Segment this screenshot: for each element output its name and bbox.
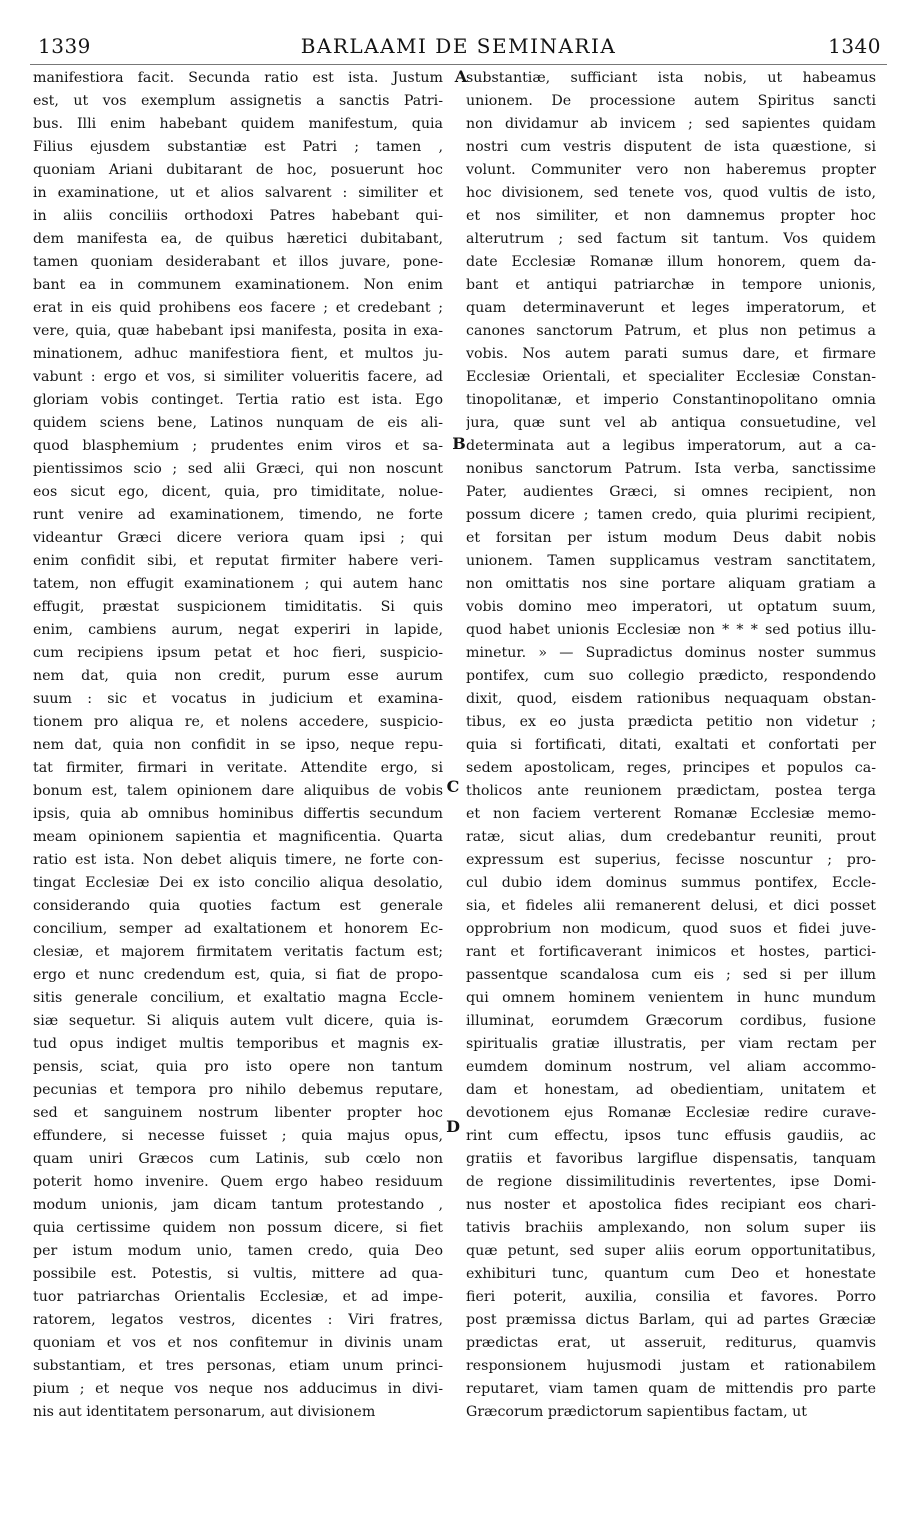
text-line: alterutrum ; sed factum sit tantum. Vos quidem — [466, 231, 876, 247]
text-line: non omittatis nos sine portare aliquam gratiam a — [466, 576, 876, 592]
text-line: pontifex, cum suo collegio prædicto, respondendo — [466, 668, 876, 684]
text-line: reputaret, viam tamen quam de mittendis pro parte — [466, 1381, 876, 1397]
text-line: gratiis et favoribus largiflue dispensatis, tanquam — [466, 1151, 876, 1167]
text-line: dam et honestam, ad obedientiam, unitatem et — [466, 1082, 876, 1098]
text-line: ergo et nunc credendum est, quia, si fiat de propo- — [33, 967, 443, 983]
text-line: hoc divisionem, sed tenete vos, quod vultis de isto, — [466, 185, 876, 201]
section-marker-b: B — [452, 434, 466, 453]
text-line: bant et antiqui patriarchæ in tempore unionis, — [466, 277, 876, 293]
text-line: est, ut vos exemplum assignetis a sanctis Patri- — [33, 93, 443, 109]
text-line: et non faciem verterent Romanæ Ecclesiæ memo- — [466, 806, 876, 822]
text-line: illuminat, eorumdem Græcorum cordibus, fusione — [466, 1013, 876, 1029]
text-line: eumdem dominum nostrum, vel aliam accommo- — [466, 1059, 876, 1075]
text-line: quoniam Ariani dubitarant de hoc, posuerunt hoc — [33, 162, 443, 178]
text-line: effugit, præstat suspicionem timiditatis. Si quis — [33, 599, 443, 615]
text-line: tingat Ecclesiæ Dei ex isto concilio aliqua desolatio, — [33, 875, 443, 891]
text-line: ratio est ista. Non debet aliquis timere, ne forte con- — [33, 852, 443, 868]
text-line: sed et sanguinem nostrum libenter propter hoc — [33, 1105, 443, 1121]
text-line: tuor patriarchas Orientalis Ecclesiæ, et ad impe- — [33, 1289, 443, 1305]
text-line: per istum modum unio, tamen credo, quia Deo — [33, 1243, 443, 1259]
text-line: exhibituri tunc, quantum cum Deo et honestate — [466, 1266, 876, 1282]
text-line: nis aut identitatem personarum, aut divisionem — [33, 1404, 376, 1420]
text-line: volunt. Communiter vero non haberemus propter — [466, 162, 876, 178]
text-line: tinopolitanæ, et imperio Constantinopolitano omnia — [466, 392, 876, 408]
text-line: pientissimos scio ; sed alii Græci, qui non noscunt — [33, 461, 443, 477]
text-line: bus. Illi enim habebant quidem manifestum, quia — [33, 116, 443, 132]
text-line: modum unionis, jam dicam tantum protestando , — [33, 1197, 443, 1213]
text-line: tholicos ante reunionem prædictam, postea terga — [466, 783, 876, 799]
text-line: substantiam, et tres personas, etiam unum princi- — [33, 1358, 443, 1374]
text-line: ratæ, sicut alias, dum credebantur reuniti, prout — [466, 829, 876, 845]
text-line: possum dicere ; tamen credo, quia plurimi recipient, — [466, 507, 876, 523]
text-line: minationem, adhuc manifestiora fient, et multos ju- — [33, 346, 443, 362]
text-line: de regione dissimilitudinis revertentes, ipse Domi- — [466, 1174, 876, 1190]
text-line: prædictas erat, ut asseruit, rediturus, quamvis — [466, 1335, 876, 1351]
text-line: rint cum effectu, ipsos tunc effusis gaudiis, ac — [466, 1128, 876, 1144]
text-line: videantur Græci dicere veriora quam ipsi ; qui — [33, 530, 443, 546]
text-line: rant et fortificaverant inimicos et hostes, partici- — [466, 944, 876, 960]
section-marker-c: C — [446, 777, 460, 796]
text-line: vobis domino meo imperatori, ut optatum suum, — [466, 599, 876, 615]
text-line: possibile est. Potestis, si vultis, mittere ad qua- — [33, 1266, 443, 1282]
text-line: date Ecclesiæ Romanæ illum honorem, quem da- — [466, 254, 876, 270]
text-line: devotionem ejus Romanæ Ecclesiæ redire curave- — [466, 1105, 876, 1121]
text-line: Ecclesiæ Orientali, et specialiter Ecclesiæ Constan- — [466, 369, 876, 385]
text-line: vere, quia, quæ habebant ipsi manifesta, posita in exa- — [33, 323, 443, 339]
text-line: bant ea in communem examinationem. Non enim — [33, 277, 443, 293]
text-line: nem dat, quia non credit, purum esse aurum — [33, 668, 443, 684]
text-line: quam determinaverunt et leges imperatorum, et — [466, 300, 876, 316]
text-line: tibus, ex eo justa prædicta petitio non videtur ; — [466, 714, 876, 730]
text-line: minetur. » — Supradictus dominus noster summus — [466, 645, 876, 661]
text-line: tionem pro aliqua re, et nolens accedere, suspicio- — [33, 714, 443, 730]
text-line: quia si fortificati, ditati, exaltati et confortati per — [466, 737, 876, 753]
text-line: pensis, sciat, quia pro isto opere non tantum — [33, 1059, 443, 1075]
text-line: quidem sciens bene, Latinos nunquam de eis ali- — [33, 415, 443, 431]
text-line: Græcorum prædictorum sapientibus factam, ut — [466, 1404, 807, 1420]
text-line: clesiæ, et majorem firmitatem veritatis factum est; — [33, 944, 443, 960]
text-line: non dividamur ab invicem ; sed sapientes quidam — [466, 116, 876, 132]
text-line: concilium, semper ad exaltationem et honorem Ec- — [33, 921, 443, 937]
text-line: unionem. Tamen supplicamus vestram sanctitatem, — [466, 553, 876, 569]
text-line: qui omnem hominem venientem in hunc mundum — [466, 990, 876, 1006]
text-line: tativis brachiis amplexando, non solum super iis — [466, 1220, 876, 1236]
left-page-number: 1339 — [38, 34, 91, 58]
right-column — [466, 67, 876, 1424]
text-line: cul dubio idem dominus summus pontifex, Eccle- — [466, 875, 876, 891]
text-line: pecunias et tempora pro nihilo debemus reputare, — [33, 1082, 443, 1098]
text-line: fieri poterit, auxilia, consilia et favores. Porro — [466, 1289, 876, 1305]
text-line: siæ sequetur. Si aliquis autem vult dicere, quia is- — [33, 1013, 443, 1029]
text-line: suum : sic et vocatus in judicium et examina- — [33, 691, 443, 707]
text-line: erat in eis quid prohibens eos facere ; et credebant ; — [33, 300, 443, 316]
text-line: responsionem hujusmodi justam et rationabilem — [466, 1358, 876, 1374]
text-line: et nos similiter, et non damnemus propter hoc — [466, 208, 876, 224]
text-line: nostri cum vestris disputent de ista quæstione, si — [466, 139, 876, 155]
text-line: effundere, si necesse fuisset ; quia majus opus, — [33, 1128, 443, 1144]
text-line: pium ; et neque vos neque nos adducimus in divi- — [33, 1381, 443, 1397]
text-line: determinata aut a legibus imperatorum, aut a ca- — [466, 438, 876, 454]
text-line: passentque scandalosa cum eis ; sed si per illum — [466, 967, 876, 983]
text-line: nus noster et apostolica fides recipiant eos chari- — [466, 1197, 876, 1213]
text-line: expressum est superius, fecisse noscuntur ; pro- — [466, 852, 876, 868]
text-line: quam uniri Græcos cum Latinis, sub cœlo non — [33, 1151, 443, 1167]
text-line: poterit homo invenire. Quem ergo habeo residuum — [33, 1174, 443, 1190]
text-line: jura, quæ sunt vel ab antiqua consuetudine, vel — [466, 415, 876, 431]
text-line: sia, et fideles alii remanerent delusi, et dici posset — [466, 898, 876, 914]
text-line: unionem. De processione autem Spiritus sancti — [466, 93, 876, 109]
text-line: quod habet unionis Ecclesiæ non * * * sed potius illu- — [466, 622, 876, 638]
text-line: meam opinionem sapientia et magnificentia. Quarta — [33, 829, 443, 845]
text-line: runt venire ad examinationem, timendo, ne forte — [33, 507, 443, 523]
text-line: et forsitan per istum modum Deus dabit nobis — [466, 530, 876, 546]
section-marker-a: A — [454, 67, 468, 86]
text-line: tatem, non effugit examinationem ; qui autem hanc — [33, 576, 443, 592]
running-header — [30, 30, 887, 65]
text-line: enim confidit sibi, et reputat firmiter habere veri- — [33, 553, 443, 569]
text-line: vobis. Nos autem parati sumus dare, et firmare — [466, 346, 876, 362]
text-line: canones sanctorum Patrum, et plus non petimus a — [466, 323, 876, 339]
text-line: dixit, quod, eisdem rationibus nequaquam obstan- — [466, 691, 876, 707]
text-line: considerando quia quoties factum est generale — [33, 898, 443, 914]
text-line: in examinatione, ut et alios salvarent : similiter et — [33, 185, 443, 201]
text-line: quæ petunt, sed super aliis eorum opportunitatibus, — [466, 1243, 876, 1259]
text-line: opprobrium non modicum, quod suos et fidei juve- — [466, 921, 876, 937]
text-line: vabunt : ergo et vos, si similiter volueritis facere, ad — [33, 369, 443, 385]
text-line: nem dat, quia non confidit in se ipso, neque repu- — [33, 737, 443, 753]
text-line: tat firmiter, firmari in veritate. Attendite ergo, si — [33, 760, 443, 776]
text-line: ratorem, legatos vestros, dicentes : Viri fratres, — [33, 1312, 443, 1328]
text-line: substantiæ, sufficiant ista nobis, ut habeamus — [466, 70, 876, 86]
text-line: quod blasphemium ; prudentes enim viros et sa- — [33, 438, 443, 454]
text-line: quia certissime quidem non possum dicere, si fiet — [33, 1220, 443, 1236]
text-line: sedem apostolicam, reges, principes et populos ca- — [466, 760, 876, 776]
text-line: Pater, audientes Græci, si omnes recipient, non — [466, 484, 876, 500]
text-line: enim, cambiens aurum, negat experiri in lapide, — [33, 622, 443, 638]
left-column — [33, 67, 443, 1424]
text-line: quoniam et vos et nos confitemur in divinis unam — [33, 1335, 443, 1351]
right-page-number: 1340 — [828, 34, 881, 58]
text-line: spiritualis gratiæ illustratis, per viam rectam per — [466, 1036, 876, 1052]
text-line: tud opus indiget multis temporibus et magnis ex- — [33, 1036, 443, 1052]
text-line: eos sicut ego, dicent, quia, pro timiditate, nolue- — [33, 484, 443, 500]
text-line: bonum est, talem opinionem dare aliquibus de vobis — [33, 783, 443, 799]
text-line: nonibus sanctorum Patrum. Ista verba, sanctissime — [466, 461, 876, 477]
text-line: tamen quoniam desiderabant et illos juvare, pone- — [33, 254, 443, 270]
text-line: Filius ejusdem substantiæ est Patri ; tamen , — [33, 139, 443, 155]
text-line: ipsis, quia ab omnibus hominibus differtis secundum — [33, 806, 443, 822]
text-line: cum recipiens ipsum petat et hoc fieri, suspicio- — [33, 645, 443, 661]
text-line: manifestiora facit. Secunda ratio est ista. Justum — [33, 70, 443, 86]
text-line: post præmissa dictus Barlam, qui ad partes Græciæ — [466, 1312, 876, 1328]
text-line: dem manifesta ea, de quibus hæretici dubitabant, — [33, 231, 443, 247]
text-line: gloriam vobis continget. Tertia ratio est ista. Ego — [33, 392, 443, 408]
section-marker-d: D — [446, 1117, 460, 1136]
text-line: sitis generale concilium, et exaltatio magna Eccle- — [33, 990, 443, 1006]
text-line: in aliis conciliis orthodoxi Patres habebant qui- — [33, 208, 443, 224]
running-title: BARLAAMI DE SEMINARIA — [300, 34, 617, 58]
